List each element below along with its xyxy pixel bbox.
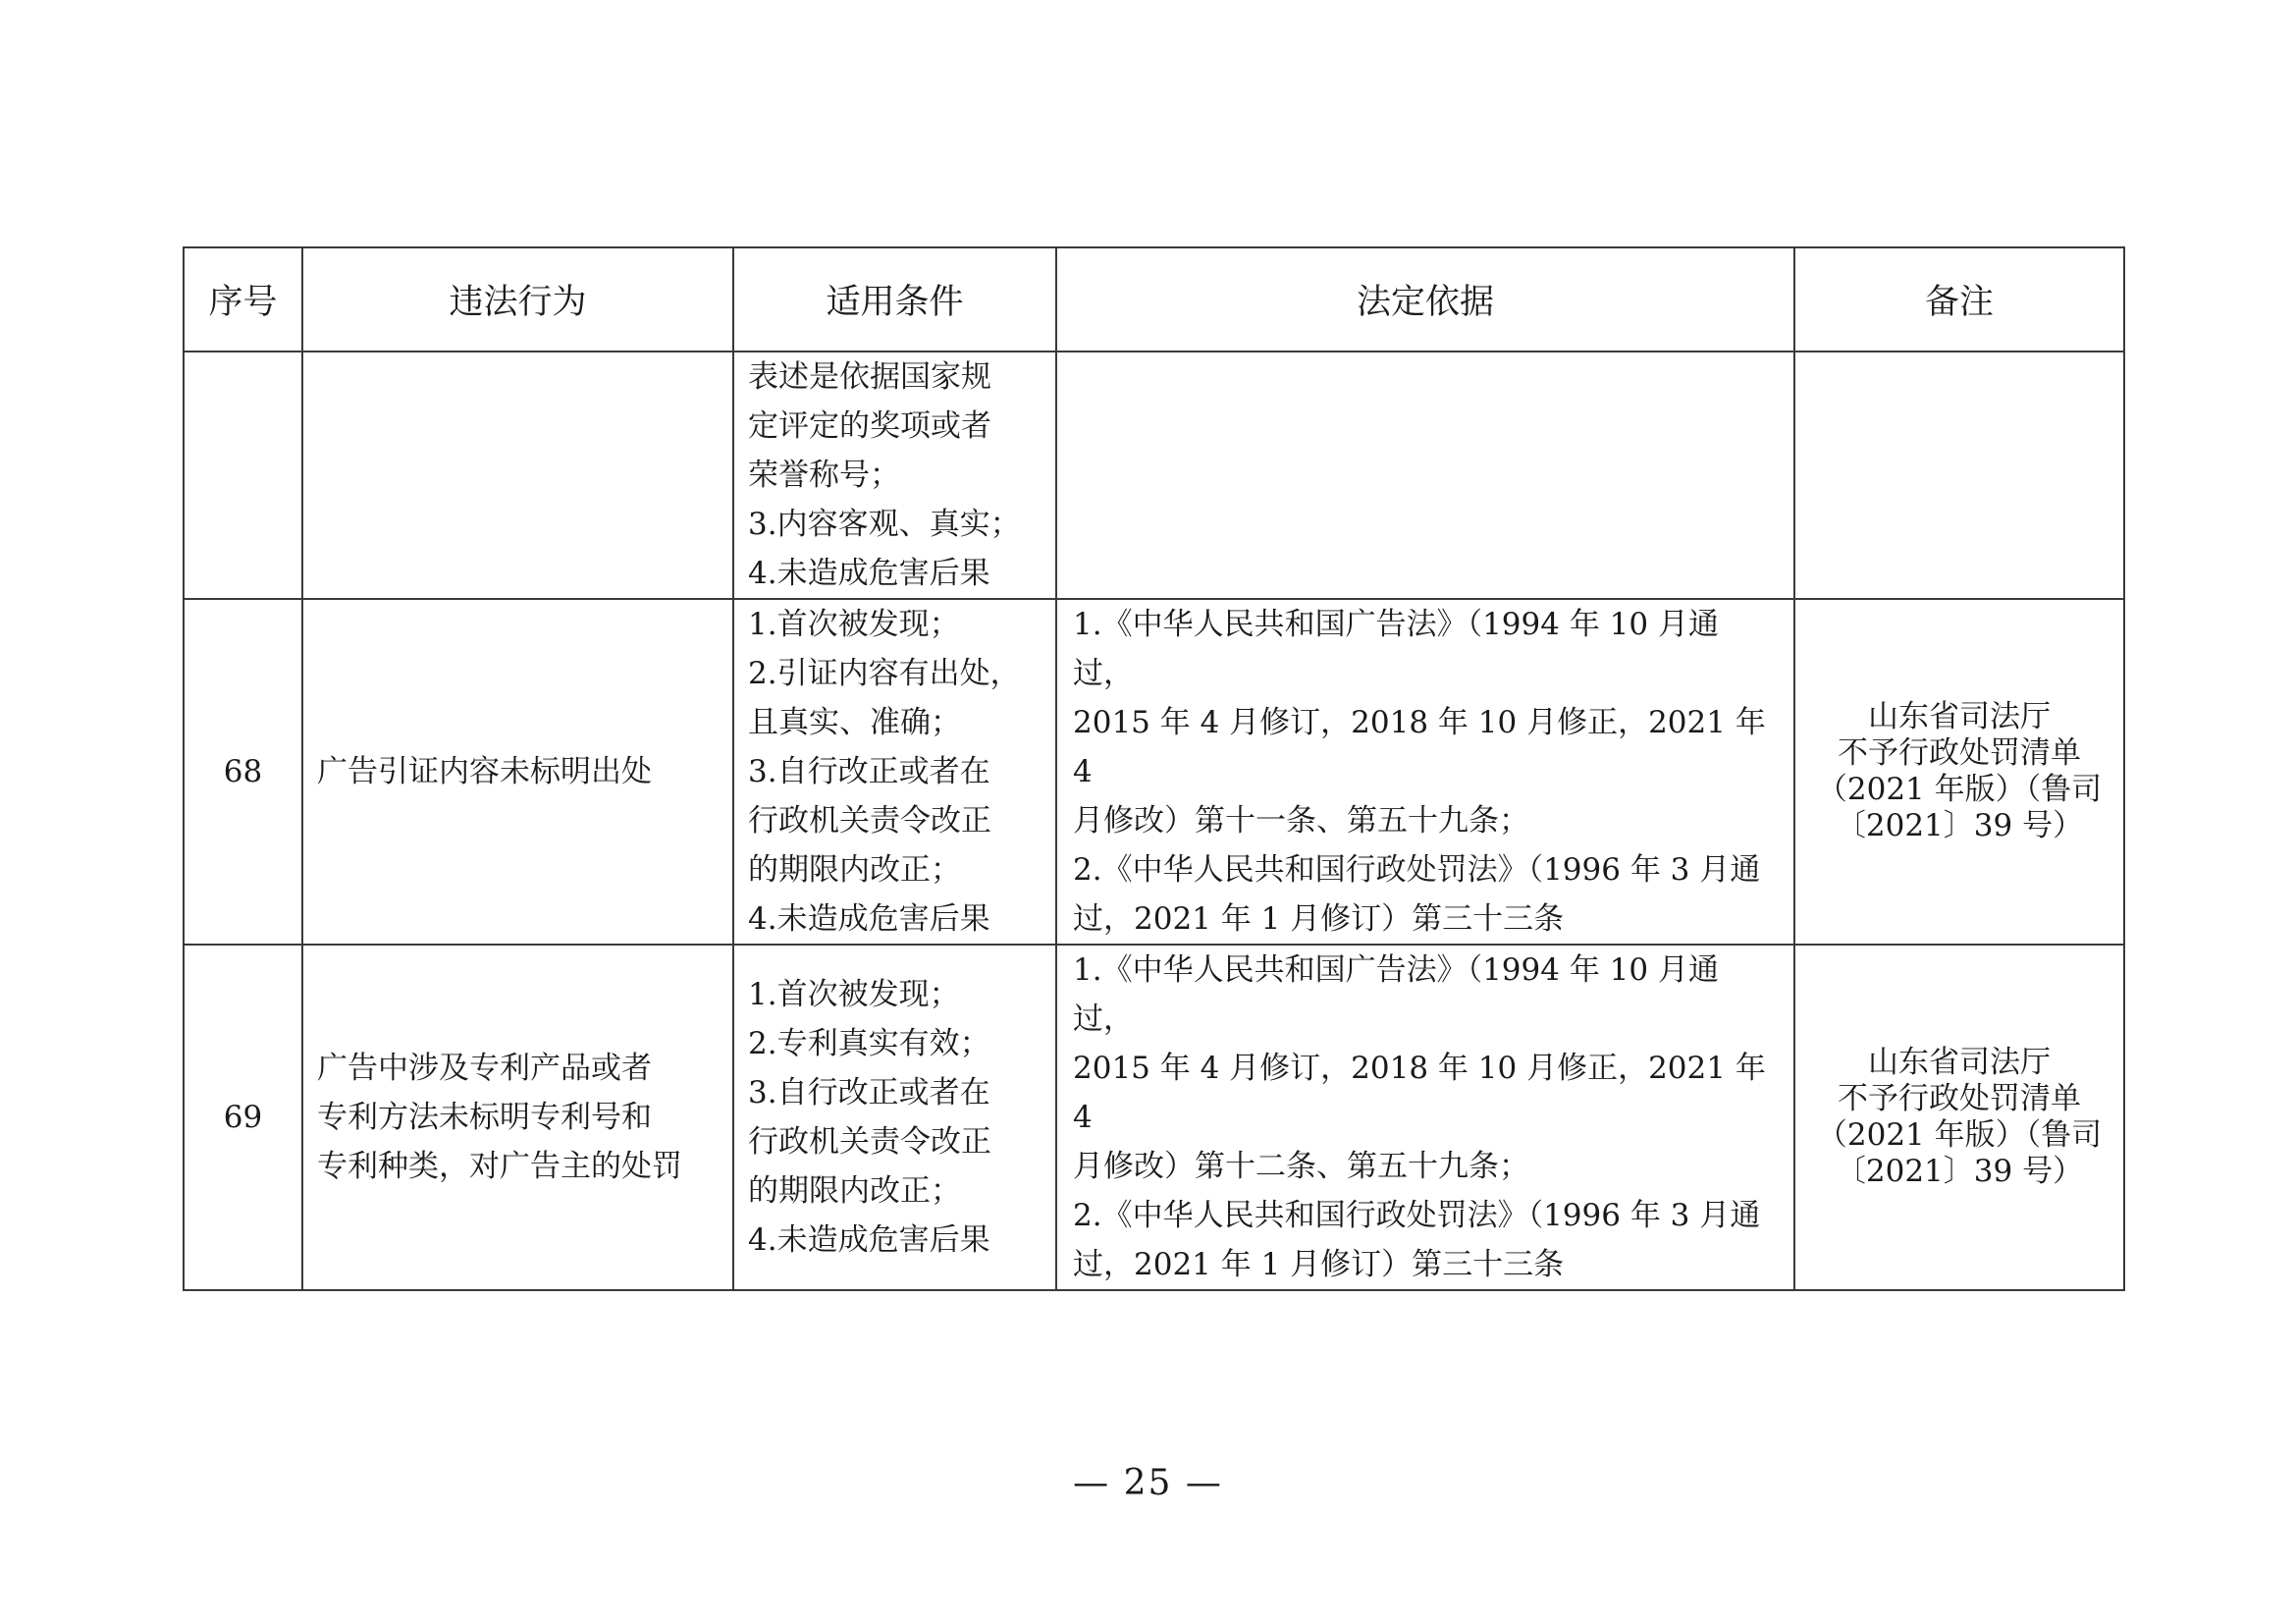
row-remark: 山东省司法厅 不予行政处罚清单 （2021 年版）（鲁司 〔2021〕39 号） xyxy=(1794,599,2124,945)
header-violation: 违法行为 xyxy=(302,247,733,352)
header-condition: 适用条件 xyxy=(733,247,1056,352)
row-remark: 山东省司法厅 不予行政处罚清单 （2021 年版）（鲁司 〔2021〕39 号） xyxy=(1794,945,2124,1290)
header-number: 序号 xyxy=(184,247,302,352)
row-number: 68 xyxy=(184,599,302,945)
row-legal-basis: 1.《中华人民共和国广告法》（1994 年 10 月通过， 2015 年 4 月修订，2018 年 10 月修正，2021 年 4 月修改）第十一条、第五十九条； 2.《中华人民共和国行政处罚法》（1996 年 3 月通 过，2021 年 1 月修订）第三十三条 xyxy=(1056,599,1794,945)
header-legal-basis: 法定依据 xyxy=(1056,247,1794,352)
table-row xyxy=(184,599,2124,945)
table-row xyxy=(184,945,2124,1290)
row-legal-basis: 1.《中华人民共和国广告法》（1994 年 10 月通过， 2015 年 4 月修订，2018 年 10 月修正，2021 年 4 月修改）第十二条、第五十九条； 2.《中华人民共和国行政处罚法》（1996 年 3 月通 过，2021 年 1 月修订）第三十三条 xyxy=(1056,945,1794,1290)
table-header-row xyxy=(184,247,2124,352)
row-condition: 1.首次被发现； 2.引证内容有出处， 且真实、准确； 3.自行改正或者在 行政机关责令改正 的期限内改正； 4.未造成危害后果 xyxy=(733,599,1056,945)
row-number xyxy=(184,352,302,599)
row-legal-basis xyxy=(1056,352,1794,599)
page-number: — 25 — xyxy=(1073,1463,1223,1503)
row-condition: 表述是依据国家规 定评定的奖项或者 荣誉称号； 3.内容客观、真实； 4.未造成危害后果 xyxy=(733,352,1056,599)
row-number: 69 xyxy=(184,945,302,1290)
header-remark: 备注 xyxy=(1794,247,2124,352)
row-condition: 1.首次被发现； 2.专利真实有效； 3.自行改正或者在 行政机关责令改正 的期限内改正； 4.未造成危害后果 xyxy=(733,945,1056,1290)
row-violation xyxy=(302,352,733,599)
row-violation: 广告中涉及专利产品或者 专利方法未标明专利号和 专利种类，对广告主的处罚 xyxy=(302,945,733,1290)
row-violation: 广告引证内容未标明出处 xyxy=(302,599,733,945)
penalty-list-table xyxy=(183,246,2125,1291)
row-remark xyxy=(1794,352,2124,599)
table-row xyxy=(184,352,2124,599)
